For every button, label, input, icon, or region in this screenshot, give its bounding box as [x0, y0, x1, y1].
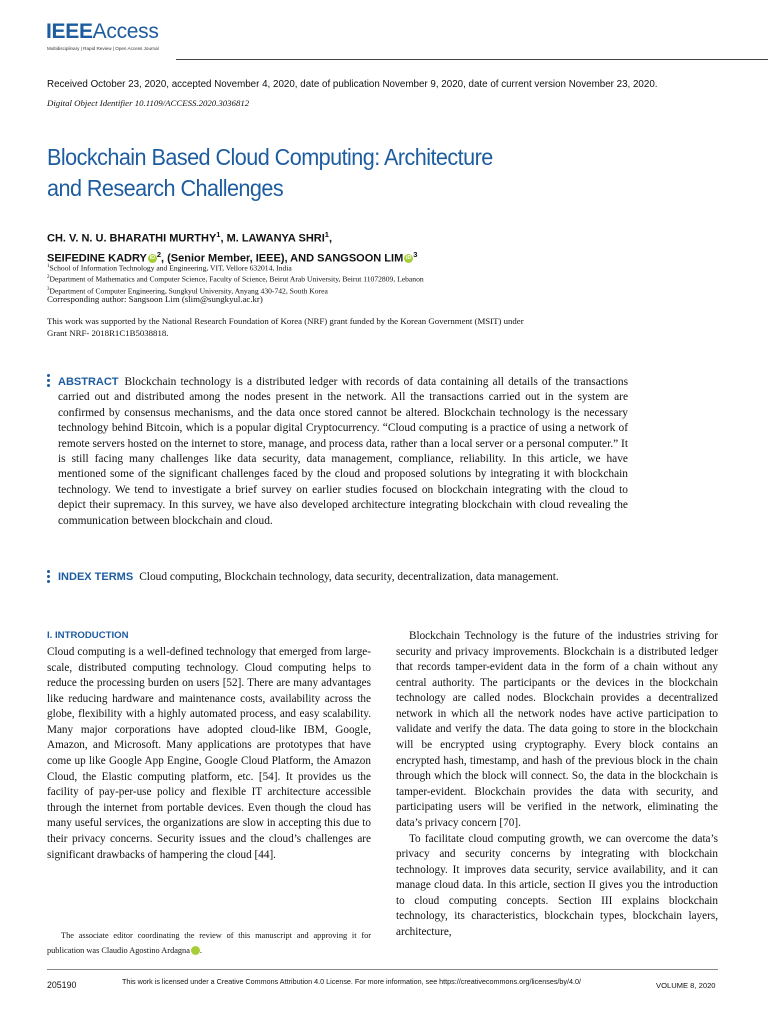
affil-sup: 3 [47, 286, 50, 292]
affiliation-text: Department of Computer Engineering, Sungkyul University, Anyang 430-742, South Korea [49, 286, 328, 296]
column-left [47, 645, 371, 863]
received-dates: Received October 23, 2020, accepted November 4, 2020, date of publication November 9, 2020, date of current version November 23, 2020. [47, 79, 658, 90]
logo-access: Access [92, 20, 159, 43]
paragraph: Blockchain Technology is the future of the industries striving for security and privacy improvements. Blockchain is a distributed ledger that records tamper-evident data in the form of a chain without any central authority. The participants or the devices in the blockchain technology are called nodes. Blockchain provides a decentralized network in which all the network nodes have active participation to validate and verify the data. The data going to store in the blockchain will be encrypted using cryptography. Every block contains an encrypted hash, timestamp, and hash of the previous block in the chain through which the block will connect. So, the data in the blockchain is tamper-evident. Blockchain provides the data with security, and participating users will be verified in the network, eliminating the data’s privacy concern [70]. [396, 630, 718, 829]
volume-label: VOLUME 8, 2020 [656, 981, 716, 990]
abstract-dots-icon [47, 374, 50, 389]
funding-note [47, 315, 667, 339]
page-number: 205190 [47, 980, 77, 990]
journal-logo [46, 20, 159, 44]
author-name: SEIFEDINE KADRY [47, 252, 147, 265]
section-heading: I. INTRODUCTION [47, 630, 129, 641]
column-right [396, 629, 718, 941]
title-line-2: and Research Challenges [47, 175, 284, 201]
abstract-label: ABSTRACT [58, 376, 119, 388]
doi: Digital Object Identifier 10.1109/ACCESS.2020.3036812 [47, 98, 250, 108]
orcid-icon[interactable]: iD [406, 255, 412, 262]
orcid-icon[interactable]: iD [191, 946, 200, 955]
journal-tagline: Multidisciplinary | Rapid Review | Open Access Journal [47, 46, 159, 51]
author-name: , (Senior Member, IEEE), AND SANGSOON LIM [161, 252, 404, 265]
editor-note: The associate editor coordinating the review of this manuscript and approving it for publication was Claudio Agostino Ardagna iD. [47, 931, 371, 956]
corresponding-author: Corresponding author: Sangsoon Lim (slim@sungkyul.ac.kr) [47, 294, 263, 304]
author-name: CH. V. N. U. BHARATHI MURTHY [47, 232, 217, 245]
abstract-text: Blockchain technology is a distributed ledger with records of data containing all details of the transactions carried out and distributed among the nodes present in the network. All the transactions carried out in the system are confirmed by consensus mechanisms, and the data once stored cannot be altered. Blockchain technology is the necessary technology behind Bitcoin, which is a popular digital Cryptocurrency. “Cloud computing is a practice of using a network of remote servers hosted on the internet to store, manage, and process data, rather than a local server or a personal computer.” It is still facing many challenges like data security, data management, compliance, reliability. In this article, we have mentioned some of the significant challenges faced by the cloud and proposed solutions by integrating it with blockchain technology. We tend to investigate a brief survey on earlier studies focused on blockchain integrating with the cloud to depict their supremacy. In this survey, we have also developed architecture integrating blockchain with cloud revealing the communication between blockchain and cloud. [58, 376, 628, 527]
index-terms-label: INDEX TERMS [58, 571, 134, 583]
orcid-icon[interactable]: iD [149, 255, 156, 262]
separator: , [328, 232, 332, 245]
footer-divider [47, 969, 718, 970]
index-terms-dots-icon [47, 570, 50, 585]
index-terms [58, 570, 628, 585]
author-name: , M. LAWANYA SHRI [220, 232, 325, 245]
affiliation [47, 262, 424, 273]
title-line-1: Blockchain Based Cloud Computing: Architecture [47, 144, 493, 170]
affil-sup: 2 [156, 249, 161, 259]
author-list [47, 227, 707, 266]
index-terms-text: Cloud computing, Blockchain technology, data security, decentralization, data management. [139, 571, 559, 583]
abstract [58, 375, 628, 529]
funding-line: Grant NRF- 2018R1C1B5038818. [47, 328, 169, 338]
editor-note-text: The associate editor coordinating the review of this manuscript and approving it for publication was Claudio Agostino Ardagna [47, 931, 371, 956]
paper-title [47, 142, 636, 204]
affiliations [47, 262, 424, 296]
paragraph: To facilitate cloud computing growth, we can overcome the data’s privacy and security concerns by integrating with blockchain technology. It improves data security, service availability, and it can manage cloud data. In this article, section II gives you the introduction to cloud computing concepts. Section III explains blockchain technology, its characteristics, blockchain types, blockchain layers, architecture, [396, 832, 718, 938]
affil-sup: 3 [413, 249, 418, 259]
author-line-1 [47, 227, 707, 247]
affiliation [47, 273, 424, 284]
license-note: This work is licensed under a Creative Commons Attribution 4.0 License. For more information, see https://creativecommons.org/licenses/by/4.0/ [122, 977, 582, 986]
funding-line: This work was supported by the National Research Foundation of Korea (NRF) grant funded by the Korean Government (MSIT) under [47, 316, 524, 326]
logo-ieee: IEEE [46, 20, 93, 43]
affiliation-text: School of Information Technology and Engineering, VIT, Vellore 632014, India [49, 263, 292, 273]
affil-sup: 2 [47, 275, 50, 281]
affil-sup: 1 [216, 230, 221, 239]
affiliation-text: Department of Mathematics and Computer Science, Faculty of Science, Beirut Arab University, Beirut 11072809, Lebanon [49, 274, 424, 284]
affil-sup: 1 [47, 264, 50, 269]
header-divider [176, 59, 768, 60]
affil-sup: 1 [324, 230, 329, 239]
paragraph: Cloud computing is a well-defined technology that emerged from large-scale, distributed computing technology. Cloud computing helps to reduce the processing burden on users [52]. There are many advantages like reducing hardware and maintenance costs, availability across the globe, flexibility with a highly automated process, and easy scalability. Many major corporations have adopted cloud-like IBM, Google, Amazon, and Microsoft. Many applications are prototypes that have come up like Google App Engine, Google Cloud Platform, the Amazon Cloud, the Elastic computing platform, etc. [54]. It provides us the facility of pay-per-use policy and flexible IT architecture accessible through the internet from portable devices. Even though the cloud has many useful services, the organizations are slow in accepting this due to their privacy concerns. Security issues and the cloud’s challenges are significant drawbacks of hampering the cloud [44]. [47, 646, 371, 861]
